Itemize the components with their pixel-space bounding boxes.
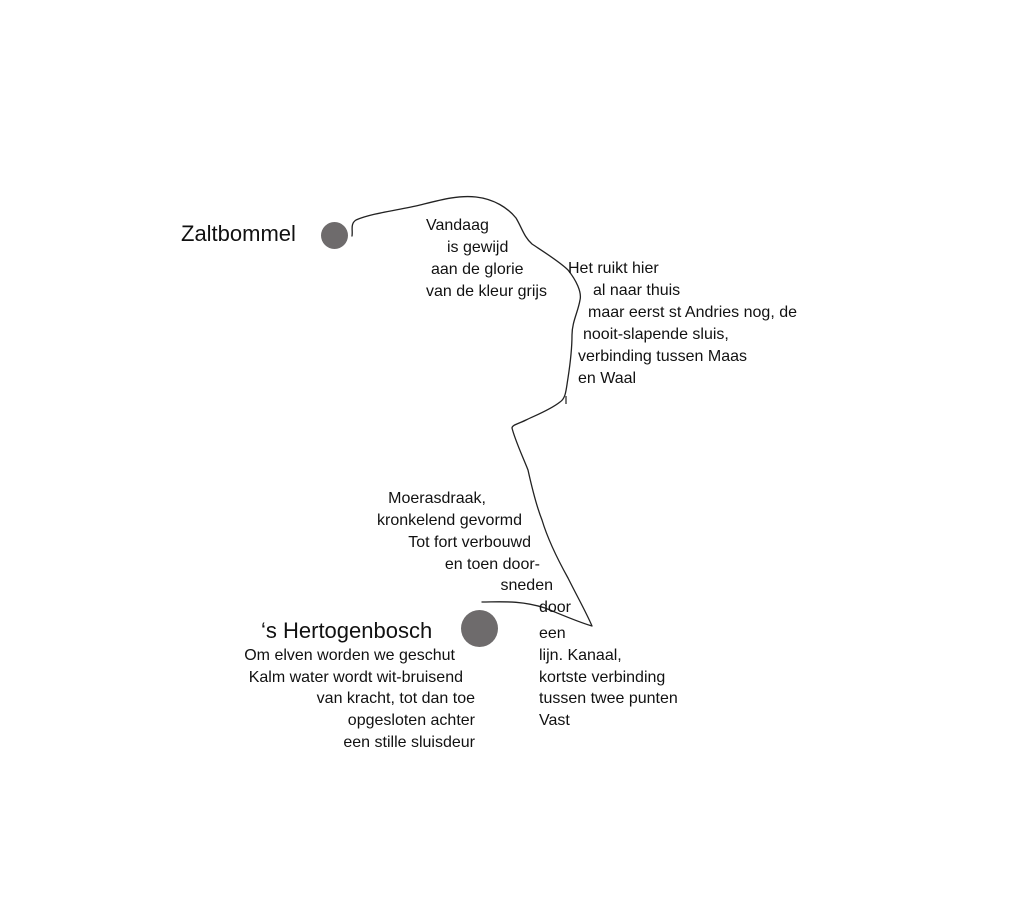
poem-line: lijn. Kanaal, [539,647,622,664]
poem-line: maar eerst st Andries nog, de [588,304,797,321]
poem-line: Om elven worden we geschut [244,647,455,664]
poem-line: tussen twee punten [539,690,678,707]
poem-line: Het ruikt hier [568,260,659,277]
poem-line: Vandaag [426,217,489,234]
poem-line: en Waal [578,370,637,387]
poem-line: al naar thuis [593,282,681,299]
hertogenbosch-label: ‘s Hertogenbosch [261,618,433,643]
poem-line: kronkelend gevormd [377,512,522,529]
poem-line: nooit-slapende sluis, [583,326,729,343]
poem-line: van kracht, tot dan toe [316,690,475,707]
zaltbommel-marker [321,222,348,249]
poem-line: Vast [539,712,570,729]
poem-line: is gewijd [447,239,509,256]
poem-line: door [538,599,571,616]
poem-line: een stille sluisdeur [343,734,475,751]
hertogenbosch-marker [461,610,498,647]
poem-line: verbinding tussen Maas [578,348,747,365]
poem-line: aan de glorie [431,261,524,278]
poem-line: Moerasdraak, [388,490,486,507]
poem-line: en toen door- [444,556,540,573]
poem-line: opgesloten achter [347,712,475,729]
poem-line: sneden [500,577,553,594]
zaltbommel-label: Zaltbommel [181,221,296,246]
poem-line: kortste verbinding [539,669,666,686]
poem-line: een [539,625,566,642]
poem-line: van de kleur grijs [426,283,547,300]
poem-line: Tot fort verbouwd [408,534,531,551]
poem-line: Kalm water wordt wit-bruisend [248,669,463,686]
